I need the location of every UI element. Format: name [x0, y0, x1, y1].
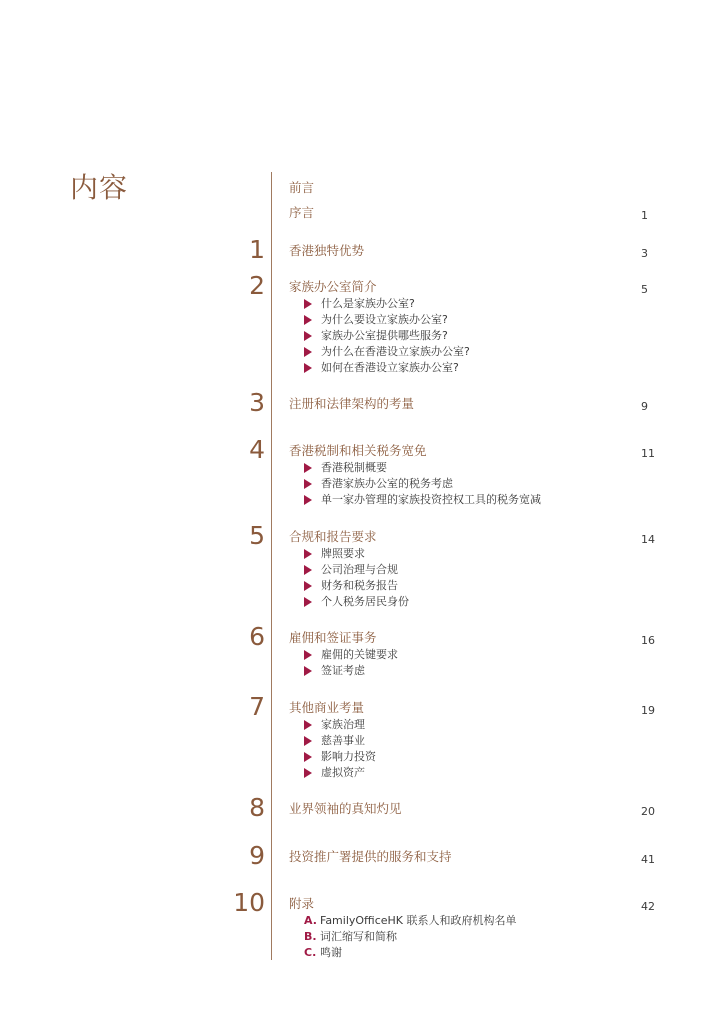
section-heading-link[interactable]: 合规和报告要求 — [289, 529, 377, 544]
appendix-item[interactable] — [304, 913, 517, 929]
appendix-letter: C. — [304, 946, 317, 959]
section-heading-link[interactable]: 业界领袖的真知灼见 — [289, 801, 402, 816]
section-heading-link[interactable]: 其他商业考量 — [289, 700, 365, 715]
triangle-bullet-icon — [304, 331, 312, 341]
subsection-item[interactable] — [304, 717, 376, 733]
subsection-item[interactable] — [304, 492, 541, 508]
page-number: 14 — [641, 533, 655, 546]
section-number: 3 — [249, 388, 265, 417]
subsection-item[interactable] — [304, 312, 470, 328]
triangle-bullet-icon — [304, 363, 312, 373]
subsection-label: 香港税制概要 — [321, 461, 387, 474]
subsection-item[interactable] — [304, 296, 470, 312]
section-number: 8 — [249, 793, 265, 822]
triangle-bullet-icon — [304, 736, 312, 746]
page-number: 41 — [641, 853, 655, 866]
section-number: 2 — [249, 271, 265, 300]
subsection-list — [304, 546, 409, 610]
subsection-label: 签证考虑 — [321, 664, 365, 677]
section-heading-link[interactable]: 投资推广署提供的服务和支持 — [289, 849, 452, 864]
subsection-label: 虚拟资产 — [321, 766, 365, 779]
appendix-label: 鸣谢 — [320, 946, 342, 959]
subsection-label: 为什么在香港设立家族办公室? — [321, 345, 470, 358]
subsection-label: 单一家办管理的家族投资控权工具的税务宽减 — [321, 493, 541, 506]
appendix-letter: B. — [304, 930, 317, 943]
appendix-letter: A. — [304, 914, 317, 927]
section-heading-link[interactable]: 附录 — [289, 896, 315, 911]
page-number: 42 — [641, 900, 655, 913]
subsection-item[interactable] — [304, 594, 409, 610]
section-heading-link[interactable]: 前言 — [289, 180, 315, 195]
subsection-label: 影响力投资 — [321, 750, 376, 763]
subsection-item[interactable] — [304, 460, 541, 476]
page-number: 5 — [641, 283, 648, 296]
page-number: 19 — [641, 704, 655, 717]
subsection-item[interactable] — [304, 647, 398, 663]
vertical-rule — [271, 172, 272, 960]
subsection-label: 公司治理与合规 — [321, 563, 398, 576]
subsection-label: 如何在香港设立家族办公室? — [321, 361, 459, 374]
section-number: 7 — [249, 692, 265, 721]
subsection-item[interactable] — [304, 562, 409, 578]
subsection-label: 慈善事业 — [321, 734, 365, 747]
subsection-label: 什么是家族办公室? — [321, 297, 415, 310]
page-number: 20 — [641, 805, 655, 818]
triangle-bullet-icon — [304, 581, 312, 591]
triangle-bullet-icon — [304, 720, 312, 730]
subsection-item[interactable] — [304, 546, 409, 562]
page-number: 3 — [641, 247, 648, 260]
triangle-bullet-icon — [304, 597, 312, 607]
subsection-label: 家族治理 — [321, 718, 365, 731]
triangle-bullet-icon — [304, 752, 312, 762]
triangle-bullet-icon — [304, 347, 312, 357]
subsection-list — [304, 460, 541, 508]
subsection-item[interactable] — [304, 476, 541, 492]
appendix-item[interactable] — [304, 945, 517, 961]
triangle-bullet-icon — [304, 768, 312, 778]
section-heading-link[interactable]: 香港独特优势 — [289, 243, 365, 258]
appendix-item[interactable] — [304, 929, 517, 945]
triangle-bullet-icon — [304, 299, 312, 309]
subsection-list — [304, 296, 470, 376]
triangle-bullet-icon — [304, 666, 312, 676]
section-number: 4 — [249, 435, 265, 464]
triangle-bullet-icon — [304, 315, 312, 325]
section-number: 6 — [249, 622, 265, 651]
page-number: 1 — [641, 209, 648, 222]
section-heading-link[interactable]: 雇佣和签证事务 — [289, 630, 377, 645]
section-number: 9 — [249, 841, 265, 870]
subsection-label: 香港家族办公室的税务考虑 — [321, 477, 453, 490]
appendix-label: FamilyOfficeHK 联系人和政府机构名单 — [320, 914, 517, 927]
section-number: 1 — [249, 235, 265, 264]
subsection-item[interactable] — [304, 663, 398, 679]
subsection-item[interactable] — [304, 328, 470, 344]
subsection-label: 牌照要求 — [321, 547, 365, 560]
subsection-item[interactable] — [304, 733, 376, 749]
section-heading-link[interactable]: 注册和法律架构的考量 — [289, 396, 415, 411]
subsection-item[interactable] — [304, 344, 470, 360]
subsection-item[interactable] — [304, 749, 376, 765]
appendix-list — [304, 913, 517, 961]
section-heading-link[interactable]: 香港税制和相关税务宽免 — [289, 443, 427, 458]
subsection-label: 雇佣的关键要求 — [321, 648, 398, 661]
section-heading-link[interactable]: 序言 — [289, 205, 315, 220]
subsection-label: 家族办公室提供哪些服务? — [321, 329, 448, 342]
triangle-bullet-icon — [304, 650, 312, 660]
triangle-bullet-icon — [304, 495, 312, 505]
subsection-item[interactable] — [304, 765, 376, 781]
subsection-list — [304, 717, 376, 781]
triangle-bullet-icon — [304, 463, 312, 473]
page-number: 16 — [641, 634, 655, 647]
triangle-bullet-icon — [304, 549, 312, 559]
triangle-bullet-icon — [304, 565, 312, 575]
subsection-label: 财务和税务报告 — [321, 579, 398, 592]
section-number: 10 — [233, 888, 265, 917]
subsection-label: 个人税务居民身份 — [321, 595, 409, 608]
subsection-label: 为什么要设立家族办公室? — [321, 313, 448, 326]
subsection-list — [304, 647, 398, 679]
subsection-item[interactable] — [304, 578, 409, 594]
section-number: 5 — [249, 521, 265, 550]
section-heading-link[interactable]: 家族办公室简介 — [289, 279, 377, 294]
appendix-label: 词汇缩写和简称 — [320, 930, 397, 943]
subsection-item[interactable] — [304, 360, 470, 376]
page-number: 11 — [641, 447, 655, 460]
page-title: 内容 — [70, 171, 129, 204]
triangle-bullet-icon — [304, 479, 312, 489]
page-number: 9 — [641, 400, 648, 413]
